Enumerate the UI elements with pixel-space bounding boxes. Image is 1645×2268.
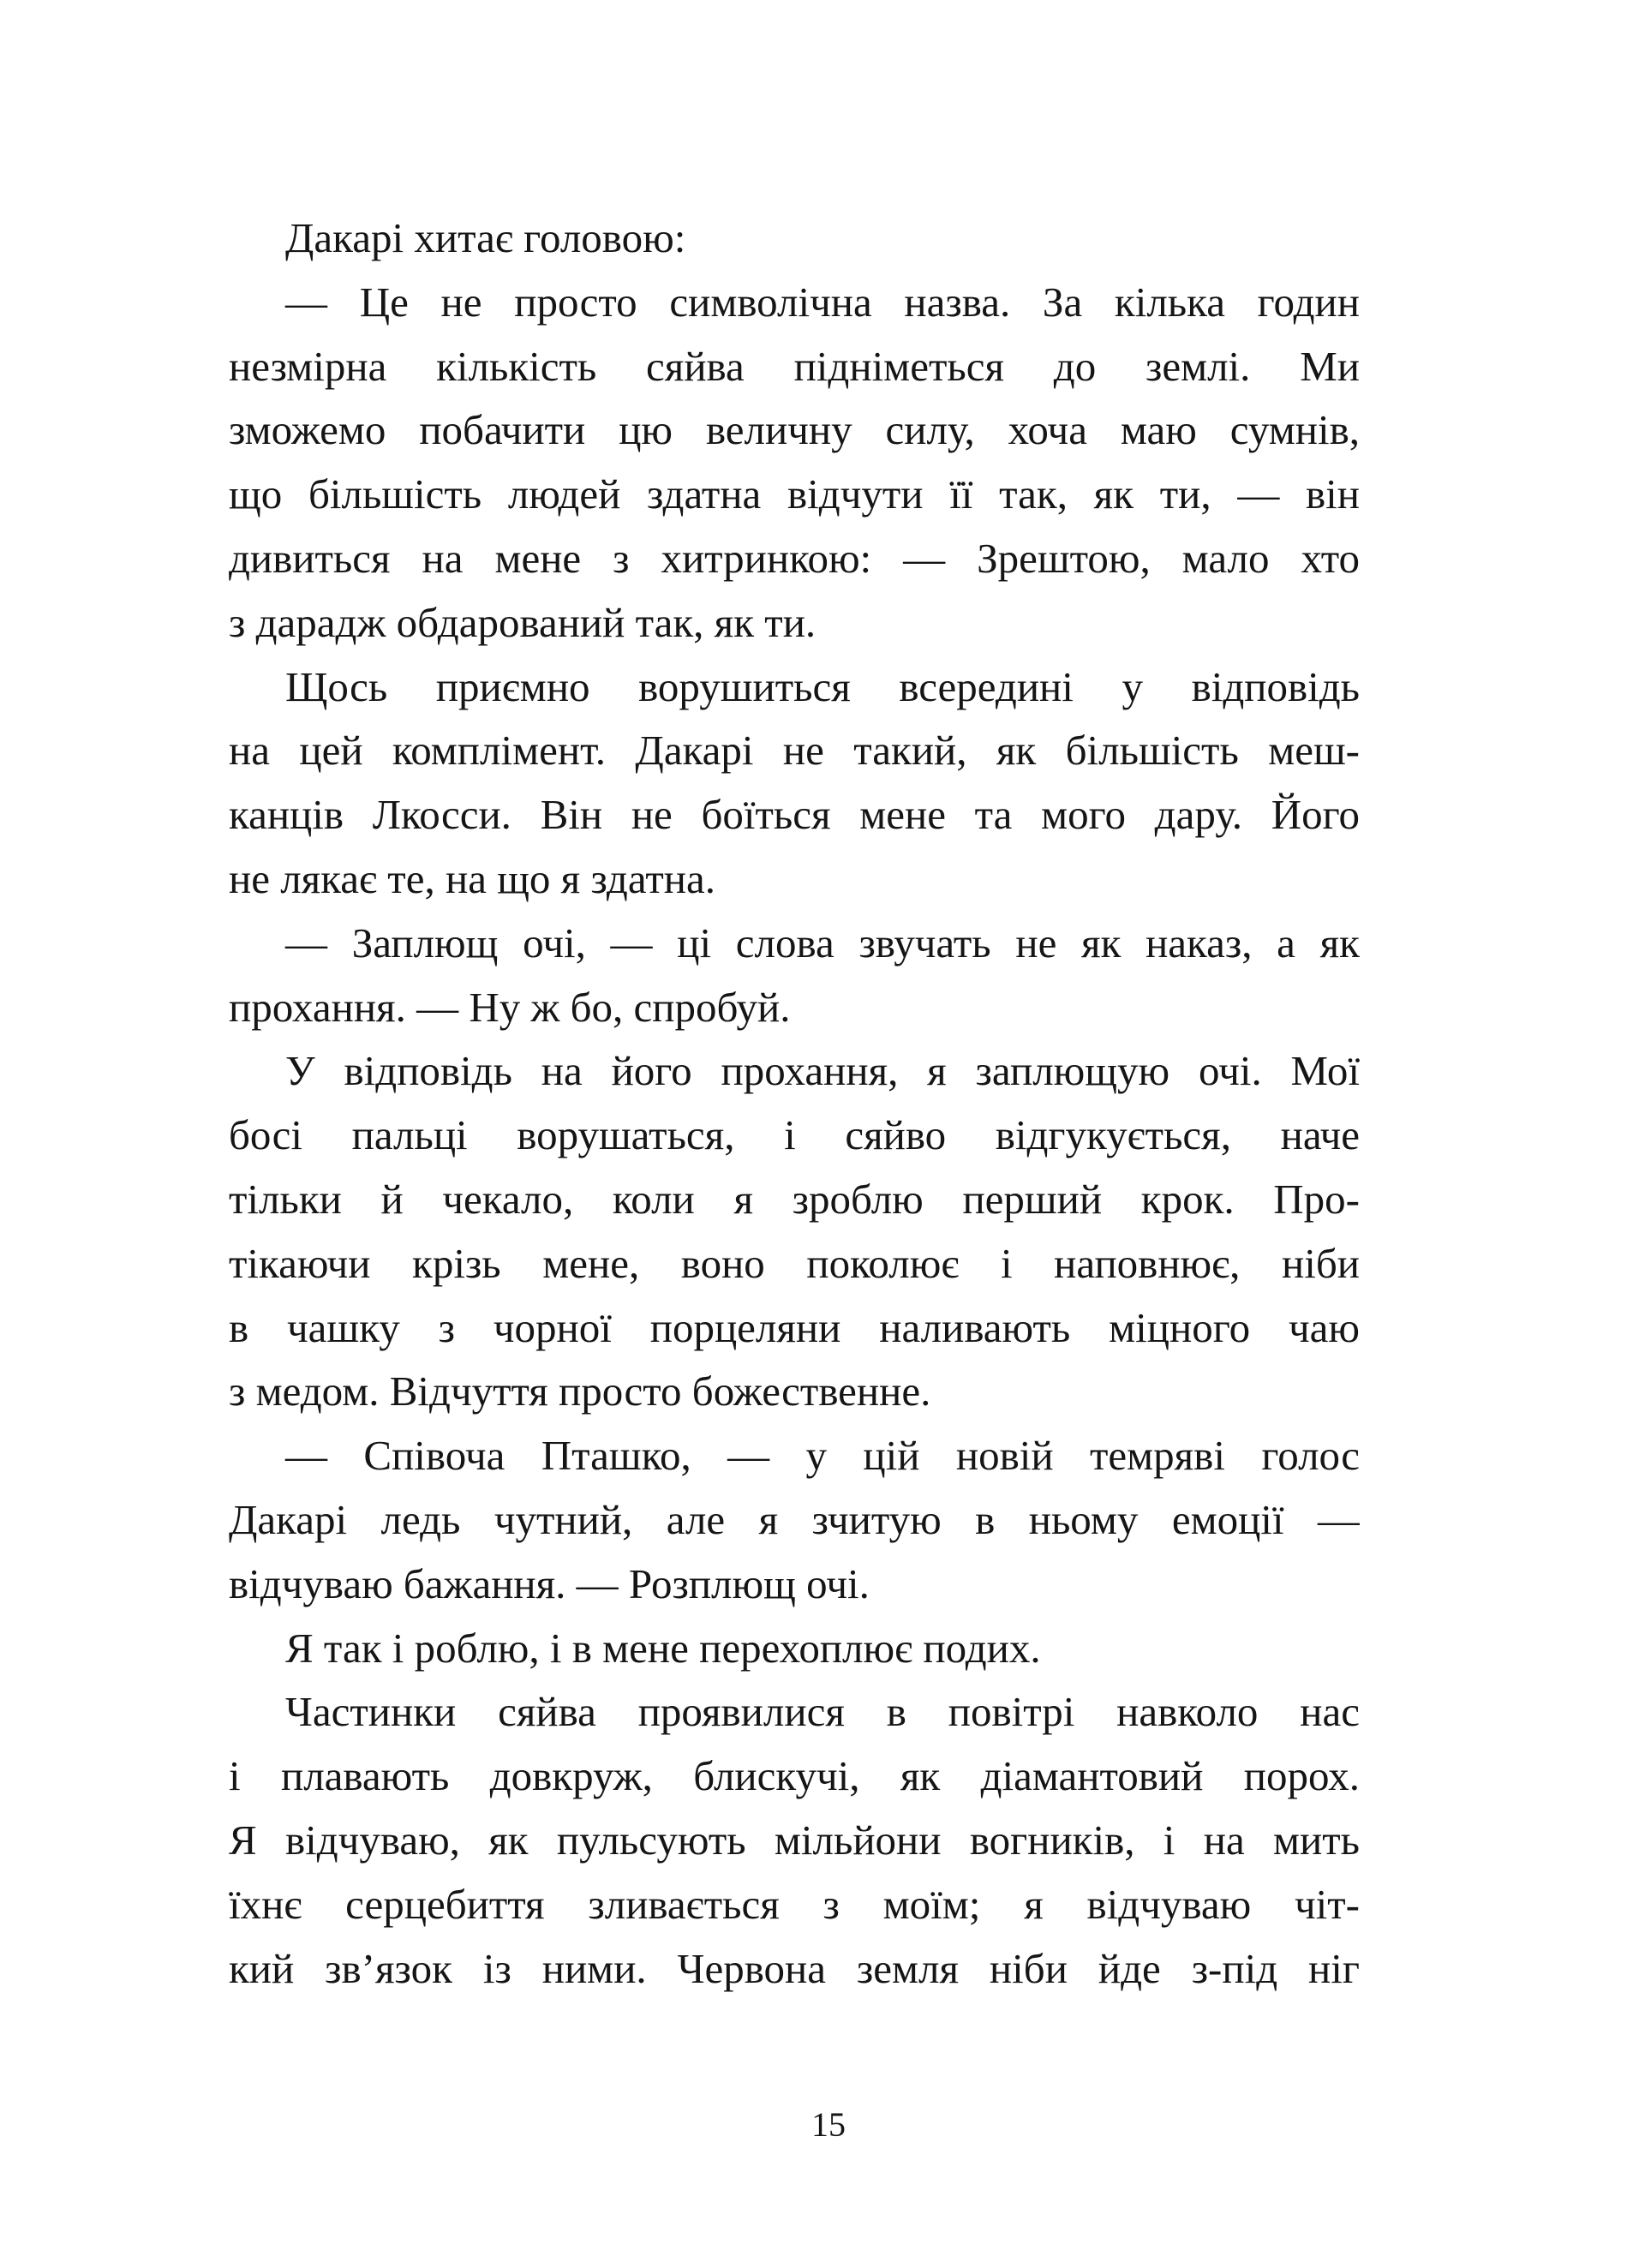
text-line: дивиться на мене з хитринкою: — Зрештою, мало хто [229,534,1360,582]
text-line: — Це не просто символічна назва. За кілька годин [285,278,1360,326]
text-line: тікаючи крізь мене, воно поколює і наповнює, ніби [229,1239,1360,1287]
text-line: їхнє серцебиття зливається з моїм; я відчуваю чіт- [229,1880,1360,1928]
text-line: — Співоча Пташко, — у цій новій темряві голос [285,1432,1360,1480]
text-line: в чашку з чорної порцеляни наливають міцного чаю [229,1303,1360,1351]
text-line: відчуваю бажання. — Розплющ очі. [229,1559,870,1607]
text-line: — Заплющ очі, — ці слова звучать не як наказ, а як [285,919,1360,966]
text-line: з медом. Відчуття просто божественне. [229,1367,931,1415]
text-line: тільки й чекало, коли я зроблю перший крок. Про- [229,1175,1360,1223]
text-line: Частинки сяйва проявилися в повітрі навколо нас [285,1688,1360,1736]
text-line: босі пальці ворушаться, і сяйво відгукується, наче [229,1111,1360,1159]
text-line: Я так і роблю, і в мене перехоплює подих. [285,1624,1041,1672]
text-line: У відповідь на його прохання, я заплющую очі. Мої [285,1047,1360,1095]
text-line: з дарадж обдарований так, як ти. [229,598,817,646]
text-line: на цей комплімент. Дакарі не такий, як більшість меш- [229,727,1360,775]
text-line: що більшість людей здатна відчути її так, як ти, — він [229,470,1360,518]
text-line: Щось приємно ворушиться всередині у відповідь [285,662,1360,710]
text-line: і плавають довкруж, блискучі, як діамантовий порох. [229,1752,1360,1800]
page-number: 15 [811,2105,846,2144]
text-line: не лякає те, на що я здатна. [229,854,715,902]
text-line: Я відчуваю, як пульсують мільйони вогників, і на мить [229,1816,1360,1864]
text-line: Дакарі ледь чутний, але я зчитую в ньому емоції — [229,1495,1360,1543]
text-line: прохання. — Ну ж бо, спробуй. [229,983,791,1031]
text-line: кий зв’язок із ними. Червона земля ніби йде з-під ніг [229,1944,1360,1992]
text-line: Дакарі хитає головою: [285,214,686,261]
text-line: незмірна кількість сяйва підніметься до землі. Ми [229,342,1360,390]
body-text [229,206,1360,2001]
text-line: зможемо побачити цю величну силу, хоча маю сумнів, [229,406,1360,454]
text-line: канців Лкосси. Він не боїться мене та мого дару. Його [229,791,1360,839]
